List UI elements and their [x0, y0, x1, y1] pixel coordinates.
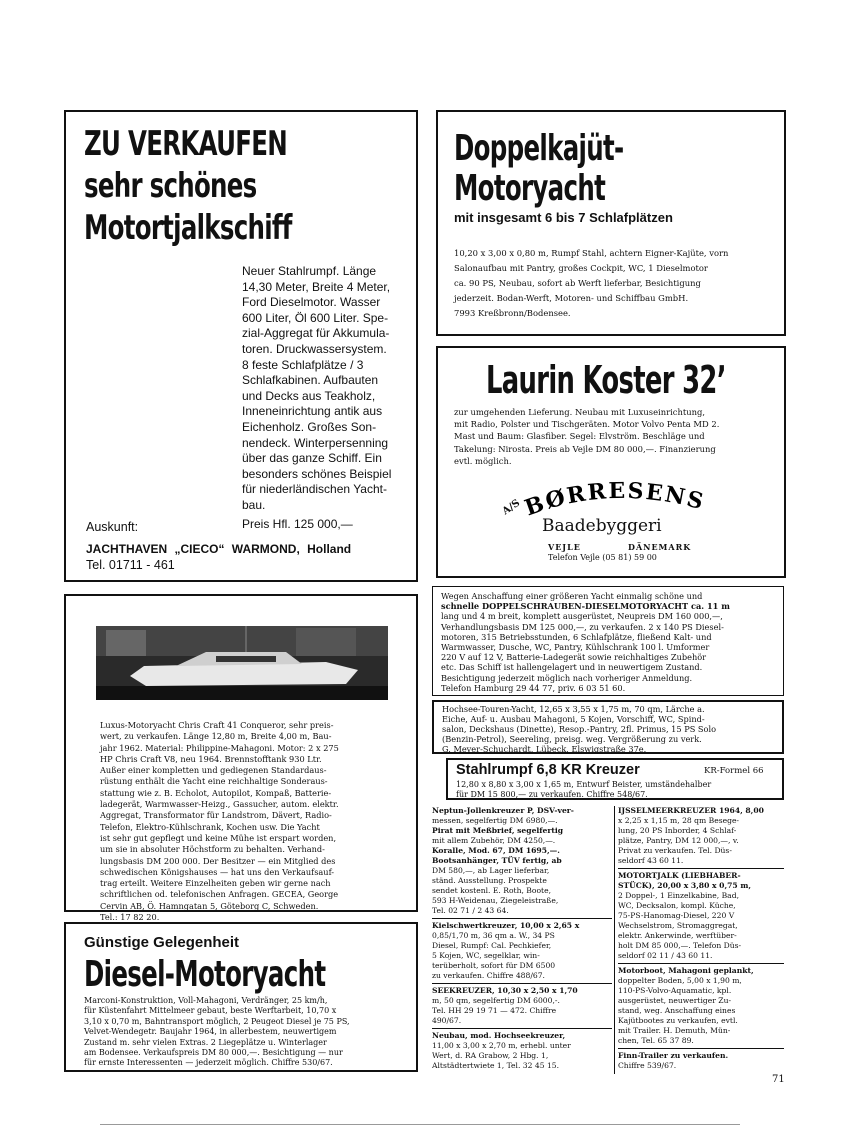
- ad-doppelkajuet-motoryacht: [436, 110, 786, 336]
- logo-sub: Baadebyggeri: [542, 516, 662, 536]
- yacht-photo: [96, 626, 388, 700]
- logo-country: DÄNEMARK: [628, 542, 692, 552]
- ad1-contact-tel: Tel. 01711 - 461: [86, 558, 175, 572]
- bottom-scan-mark: [100, 1124, 740, 1125]
- classified-item: Kielschwertkreuzer, 10,00 x 2,65 x 0,85/1,70 m, 36 qm a. W., 34 PS Diesel, Rumpf: Cal. Pechkiefer, 5 Kojen, WC, segelklar, win- terüberholt, sofort für DM 6500 zu verkaufen. Chiffre 488/67.: [432, 921, 580, 980]
- yacht-photo-icon: [96, 626, 388, 700]
- ad1-body: Neuer Stahlrumpf. Länge 14,30 Meter, Breite 4 Meter, Ford Dieselmotor. Wasser 600 Liter, Öl 600 Liter. Spe- zial-Aggregat für Akkumula- toren. Druckwassersystem. 8 feste Schlafplätze / 3 Schlafkabinen. Aufbauten und Decks aus Teakholz, Inneneinrichtung antik aus Eichenholz. Großes Son- nendeck. Winterpersenning über das ganze Schiff. Ein besonders schönes Beispiel für niederländischen Yacht- bau. Preis Hfl. 125 000,—: [242, 264, 412, 532]
- logo-name: BØRRESENS: [521, 477, 708, 522]
- classified-item: Neubau, mod. Hochseekreuzer, 11,00 x 3,00 x 2,70 m, erhebl. unter Wert, d. RA Grabow, 2 Hbg. 1, Altstädtertwiete 1, Tel. 32 45 15.: [432, 1031, 571, 1070]
- ad3-body: zur umgehenden Lieferung. Neubau mit Luxuseinrichtung, mit Radio, Polster und Tischgeräten. Motor Volvo Penta MD 2. Mast und Baum: Glasfiber. Segel: Elvström. Beschläge und Takelung: Nirosta. Preis ab Vejle DM 80 000,—. Finanzierung evtl. möglich.: [454, 407, 720, 466]
- classified-item: Neptun-Jollenkreuzer P, DSV-ver- messen, segelfertig DM 6980,—. Pirat mit Meßbrief, segelfertig mit allem Zubehör, DM 4250,—. Koralle, Mod. 67, DM 1695,—. Bootsanhänger, TÜV fertig, ab DM 580,—, ab Lager lieferbar, ständ. Ausstellung. Prospekte sendet kostenl. E. Roth, Boote, 593 H-Weidenau, Ziegeleistraße, Tel. 02 71 / 2 43 64.: [432, 806, 574, 915]
- ad-laurin-koster: [436, 346, 786, 578]
- ad1-contact-name: JACHTHAVEN „CIECO“ WARMOND, Holland: [86, 542, 352, 556]
- ad1-headline-3: Motortjalkschiff: [84, 208, 292, 248]
- ad-hochsee-touren-yacht: [432, 700, 784, 754]
- ad5-subheadline: Günstige Gelegenheit: [84, 934, 240, 951]
- svg-text:BØRRESENS: [521, 478, 707, 522]
- ad-stahlrumpf-kreuzer: [446, 758, 784, 800]
- ad5-headline: Diesel-Motoryacht: [84, 954, 326, 995]
- ad8-body: 12,80 x 8,80 x 3,00 x 1,65 m, Entwurf Beister, umständehalber für DM 15 800,— zu verkaufen. Chiffre 548/67.: [456, 780, 712, 799]
- classified-item: IJSSELMEERKREUZER 1964, 8,00 x 2,25 x 1,15 m, 28 qm Besege- lung, 20 PS Inborder, 4 Schlaf- plätze, Pantry, DM 12 000,—, v. Privat zu verkaufen. Tel. Düs- seldorf 43 60 11.: [618, 806, 764, 865]
- ad1-contact-label: Auskunft:: [86, 520, 139, 534]
- page-number: 71: [772, 1074, 785, 1085]
- classified-divider: [614, 806, 615, 1074]
- classified-item: Motorboot, Mahagoni geplankt, doppelter Boden, 5,00 x 1,90 m, 110-PS-Volvo-Aquamatic, kpl. ausgerüstet, neuwertiger Zu- stand, weg. Anschaffung eines Kajütbootes zu verkaufen, evtl. mit Trailer. H. Demuth, Mün- chen, Tel. 65 37 89.: [618, 966, 754, 1045]
- logo-prefix: A/S: [500, 497, 523, 518]
- ad6-body: Wegen Anschaffung einer größeren Yacht einmalig schöne und schnelle DOPPELSCHRAUBEN-DIESELMOTORYACHT ca. 11 m lang und 4 m breit, komplett ausgerüstet, Neupreis DM 160 000,—, Verhandlungsbasis DM 125 000,—, zu verkaufen. 2 x 140 PS Diesel- motoren, 315 Betriebsstunden, 6 Schlafplätze, fließend Kalt- und Warmwasser, Dusche, WC, Pantry, Kühlschrank 100 l. Umformer 220 V auf 12 V, Batterie-Ladegerät sowie reichhaltiges Zubehör etc. Das Schiff ist hallengelagert und in neuwertigem Zustand. Besichtigung jederzeit möglich nach vorheriger Anmeldung. Telefon Hamburg 29 44 77, priv. 6 03 51 60.: [441, 591, 730, 693]
- ad3-headline: Laurin Koster 32’: [486, 358, 726, 402]
- ad2-subheadline: mit insgesamt 6 bis 7 Schlafplätzen: [454, 210, 673, 225]
- ad4-body: Luxus-Motoryacht Chris Craft 41 Conqueror, sehr preis- wert, zu verkaufen. Länge 12,80 m, Breite 4,00 m, Bau- jahr 1962. Material: Philippine-Mahagoni. Motor: 2 x 275 HP Chris Craft V8, neu 1964. Brennstofftank 930 Ltr. Außer einer kompletten und gediegenen Standardaus- rüstung enthält die Yacht eine reichhaltige Sonderaus- stattung wie z. B. Echolot, Autopilot, Kompaß, Batterie- ladegerät, Warmwasser-Heizg., Gassucher, autom. elektr. Aggregat, Transformator für Landstrom, Dävert, Radio- Telefon, Elektro-Kühlschrank, Kochen usw. Die Yacht ist sehr gut gepflegt und keine Mühe ist erspart worden, um sie in absoluter Höchstform zu behalten. Verhand- lungsbasis DM 200 000. Der Besitzer — ein Mitglied des schwedischen Königshauses — hat uns den Verkaufsauf- trag erteilt. Weitere Einzelheiten geben wir gerne nach schriftlichen od. telefonischen Anfragen. GECEA, George Cervin AB, Ö. Hamngatan 5, Göteborg C, Schweden. Tel.: 17 82 20.: [100, 720, 339, 923]
- ad5-body: Marconi-Konstruktion, Voll-Mahagoni, Verdränger, 25 km/h, für Küstenfahrt Mittelmeer gebaut, beste Werftarbeit, 10,70 x 3,10 x 0,70 m, Bahntransport möglich, 2 Peugeot Diesel je 75 PS, Velvet-Wendegetr. Baujahr 1964, in allerbestem, neuwertigem Zustand m. sehr vielen Extras. 2 Liegeplätze u. Winterlager am Bodensee. Verkaufspreis DM 80 000,—. Besichtigung — nur für ernste Interessenten — jederzeit möglich. Chiffre 530/67.: [84, 996, 350, 1068]
- ad1-headline-1: ZU VERKAUFEN: [84, 124, 288, 164]
- ad-chris-craft: [64, 594, 418, 923]
- ad1-price: Preis Hfl. 125 000,—: [242, 516, 353, 531]
- classifieds-right: [618, 806, 784, 1071]
- ad-doppelschrauben: [432, 586, 784, 696]
- classified-item: MOTORTJALK (LIEBHABER- STÜCK), 20,00 x 3,80 x 0,75 m, 2 Doppel-, 1 Einzelkabine, Bad, WC, Decksalon, kompl. Küche, 75-PS-Hanomag-Diesel, 220 V Wechselstrom, Stromaggregat, elektr. Ankerwinde, werftüber- holt DM 85 000,—. Telefon Düs- seldorf 02 11 / 43 60 11.: [618, 871, 752, 960]
- ad2-headline-2: Motoryacht: [454, 168, 606, 209]
- logo-city: VEJLE: [548, 542, 581, 552]
- ad8-headline: Stahlrumpf 6,8 KR Kreuzer: [456, 762, 640, 778]
- ad-motortjalkschiff: [64, 110, 418, 582]
- ad-diesel-motoryacht: [64, 922, 418, 1072]
- ad8-formula: KR-Formel 66: [704, 766, 764, 776]
- ad2-headline-1: Doppelkajüt-: [454, 128, 624, 169]
- ad7-body: Hochsee-Touren-Yacht, 12,65 x 3,55 x 1,75 m, 70 qm, Lärche a. Eiche, Auf- u. Ausbau Mahagoni, 5 Kojen, Vorschiff, WC, Spind- salon, Deckshaus (Dinette), Resop.-Pantry, 2fl. Primus, 15 PS Solo (Benzin-Petrol), Seereling, preisg. weg. Vergrößerung zu verk. G. Meyer-Schuchardt, Lübeck, Elswigstraße 37e.: [442, 704, 716, 754]
- classified-item: SEEKREUZER, 10,30 x 2,50 x 1,70 m, 50 qm, segelfertig DM 6000,-. Tel. HH 29 19 71 — 472. Chiffre 490/67.: [432, 986, 578, 1025]
- logo-tel: Telefon Vejle (05 81) 59 00: [548, 553, 657, 562]
- classified-item: Finn-Trailer zu verkaufen. Chiffre 539/67.: [618, 1051, 729, 1070]
- ad1-headline-2: sehr schönes: [84, 166, 257, 206]
- ad2-body: 10,20 x 3,00 x 0,80 m, Rumpf Stahl, achtern Eigner-Kajüte, vorn Salonaufbau mit Pantry, großes Cockpit, WC, 1 Dieselmotor ca. 90 PS, Neubau, sofort ab Werft lieferbar, Besichtigung jederzeit. Bodan-Werft, Motoren- und Schiffbau GmbH. 7993 Kreßbronn/Bodensee.: [454, 248, 729, 318]
- classifieds-left: [432, 806, 612, 1071]
